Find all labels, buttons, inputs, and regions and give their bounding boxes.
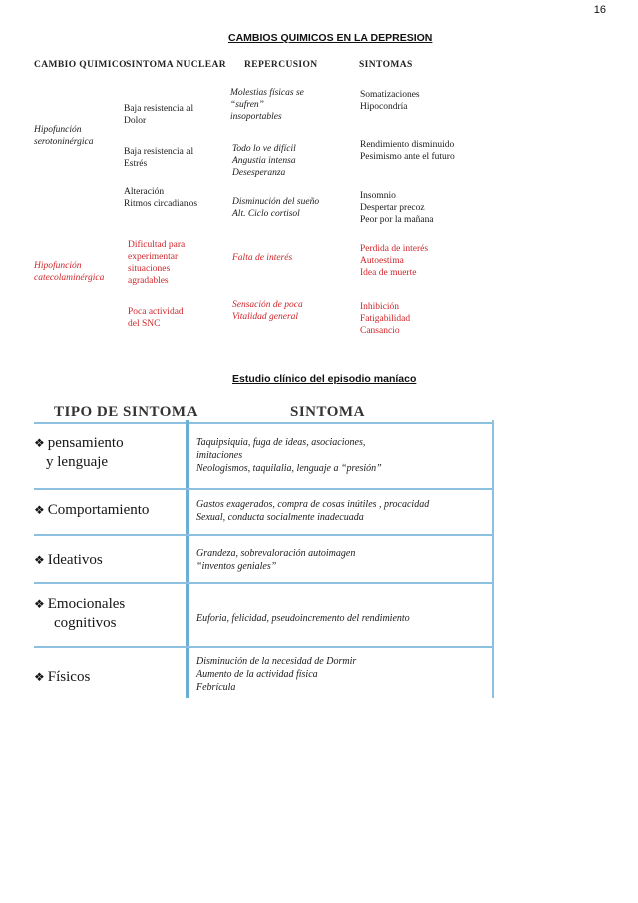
col-header-repercussion: REPERCUSION (244, 60, 318, 70)
symptom-line: Somatizaciones (360, 90, 420, 100)
core-symptom-low-cns (128, 306, 184, 330)
repercussion-line: Angustia intensa (232, 156, 296, 166)
table-border (492, 420, 494, 698)
core-symptom-line: Ritmos circadianos (124, 199, 198, 209)
repercussion-line: Molestias físicas se (230, 88, 304, 98)
col-header-core-symptom: SINTOMA NUCLEAR (126, 60, 227, 70)
category-line: cognitivos (54, 615, 117, 631)
diamond-bullet-icon: ❖ (34, 553, 45, 567)
symptoms-physical (196, 655, 356, 694)
category-thought-language (34, 434, 124, 472)
repercussion-line: “sufren” (230, 100, 264, 110)
symptoms-behavior (196, 498, 429, 524)
symptom-line: Gastos exagerados, compra de cosas inútiles , procacidad (196, 499, 430, 510)
core-symptom-line: Alteración (124, 187, 165, 197)
symptoms-interest (360, 243, 428, 279)
core-symptom-line: Poca actividad (128, 307, 184, 317)
core-symptom-line: Baja resistencia al (124, 104, 194, 114)
core-symptom-stress (124, 146, 193, 170)
core-symptom-pain (124, 103, 193, 127)
category-line: Físicos (47, 669, 91, 685)
category-line: Ideativos (47, 552, 103, 568)
symptom-line: Aumento de la actividad física (196, 669, 318, 680)
symptom-line: Cansancio (360, 326, 400, 336)
core-symptom-line: Dificultad para (128, 240, 186, 250)
repercussion-sleep (232, 196, 319, 220)
col-header-symptom-type: TIPO DE SINTOMA (54, 404, 198, 420)
symptoms-sleep (360, 190, 434, 226)
category-behavior (34, 501, 149, 520)
symptom-line: Euforia, felicidad, pseudoincremento del rendimiento (196, 613, 410, 624)
repercussion-line: Alt. Ciclo cortisol (232, 209, 300, 219)
col-header-symptom: SINTOMA (290, 404, 365, 420)
symptoms-ideation (196, 547, 355, 573)
diamond-bullet-icon: ❖ (34, 436, 45, 450)
symptom-line: Pesimismo ante el futuro (360, 152, 455, 162)
repercussion-line: insoportables (230, 112, 282, 122)
symptom-line: Grandeza, sobrevaloración autoimagen (196, 548, 356, 559)
category-line: y lenguaje (46, 454, 109, 470)
repercussion-line: Falta de interés (232, 253, 293, 263)
page-number: 16 (593, 4, 606, 16)
symptom-line: Taquipsiquia, fuga de ideas, asociaciones, (196, 437, 366, 448)
symptom-line: Rendimiento disminuido (360, 140, 455, 150)
core-symptom-line: agradables (128, 276, 169, 286)
repercussion-vitality (232, 299, 303, 323)
heading-depression-chemistry: CAMBIOS QUIMICOS EN LA DEPRESION (228, 32, 433, 44)
category-line: Comportamiento (47, 502, 150, 518)
repercussion-line: Desesperanza (232, 168, 286, 178)
symptom-line: “inventos geniales” (196, 561, 277, 572)
core-symptom-line: Baja resistencia al (124, 147, 194, 157)
core-symptom-line: del SNC (128, 319, 161, 329)
core-symptom-line: situaciones (128, 264, 171, 274)
symptom-line: Sexual, conducta socialmente inadecuada (196, 512, 364, 523)
symptoms-performance (360, 139, 455, 163)
repercussion-physical (230, 87, 304, 123)
category-emotional-cognitive (34, 595, 125, 633)
row-divider (34, 582, 494, 584)
core-symptom-difficulty (128, 239, 185, 287)
symptom-line: Neologismos, taquilalia, lenguaje a “presión” (196, 463, 382, 474)
manic-episode-table (34, 402, 494, 698)
symptoms-somatic (360, 89, 420, 113)
symptom-line: Perdida de interés (360, 244, 429, 254)
symptom-line: Fatigabilidad (360, 314, 411, 324)
chemical-change-serotonin: Hipofunción serotoninérgica (34, 125, 94, 147)
symptom-line: imitaciones (196, 450, 243, 461)
symptom-line: Peor por la mañana (360, 215, 434, 225)
symptom-line: Febrícula (196, 682, 236, 693)
heading-manic-episode: Estudio clínico del episodio maníaco (232, 373, 417, 385)
category-line: Emocionales (47, 596, 126, 612)
row-divider (34, 534, 494, 536)
depression-chemistry-table (34, 56, 484, 348)
diamond-bullet-icon: ❖ (34, 670, 45, 684)
category-line: pensamiento (47, 435, 124, 451)
symptom-line: Insomnio (360, 191, 396, 201)
symptom-line: Idea de muerte (360, 268, 417, 278)
core-symptom-circadian (124, 186, 197, 210)
diamond-bullet-icon: ❖ (34, 597, 45, 611)
diamond-bullet-icon: ❖ (34, 503, 45, 517)
symptoms-fatigue (360, 301, 410, 337)
symptom-line: Despertar precoz (360, 203, 425, 213)
repercussion-difficulty (232, 143, 296, 179)
col-header-chemical-change: CAMBIO QUIMICO (34, 60, 127, 70)
table-divider (34, 422, 494, 424)
core-symptom-line: Dolor (124, 116, 147, 126)
symptoms-emotional-cognitive (196, 612, 410, 625)
core-symptom-line: Estrés (124, 159, 148, 169)
core-symptom-line: experimentar (128, 252, 179, 262)
row-divider (34, 488, 494, 490)
repercussion-line: Todo lo ve difícil (232, 144, 296, 154)
column-divider (186, 420, 189, 698)
symptom-line: Inhibición (360, 302, 400, 312)
repercussion-interest (232, 252, 292, 264)
chemical-change-catecholamine: Hipofunción catecolaminérgica (34, 261, 105, 283)
repercussion-line: Vitalidad general (232, 312, 299, 322)
row-divider (34, 646, 494, 648)
symptoms-thought-language (196, 436, 382, 475)
category-ideation (34, 551, 103, 570)
repercussion-line: Disminución del sueño (232, 197, 320, 207)
col-header-symptoms: SINTOMAS (359, 60, 413, 70)
symptom-line: Hipocondría (360, 102, 408, 112)
symptom-line: Autoestima (360, 256, 404, 266)
category-physical (34, 668, 90, 687)
repercussion-line: Sensación de poca (232, 300, 303, 310)
symptom-line: Disminución de la necesidad de Dormir (196, 656, 357, 667)
